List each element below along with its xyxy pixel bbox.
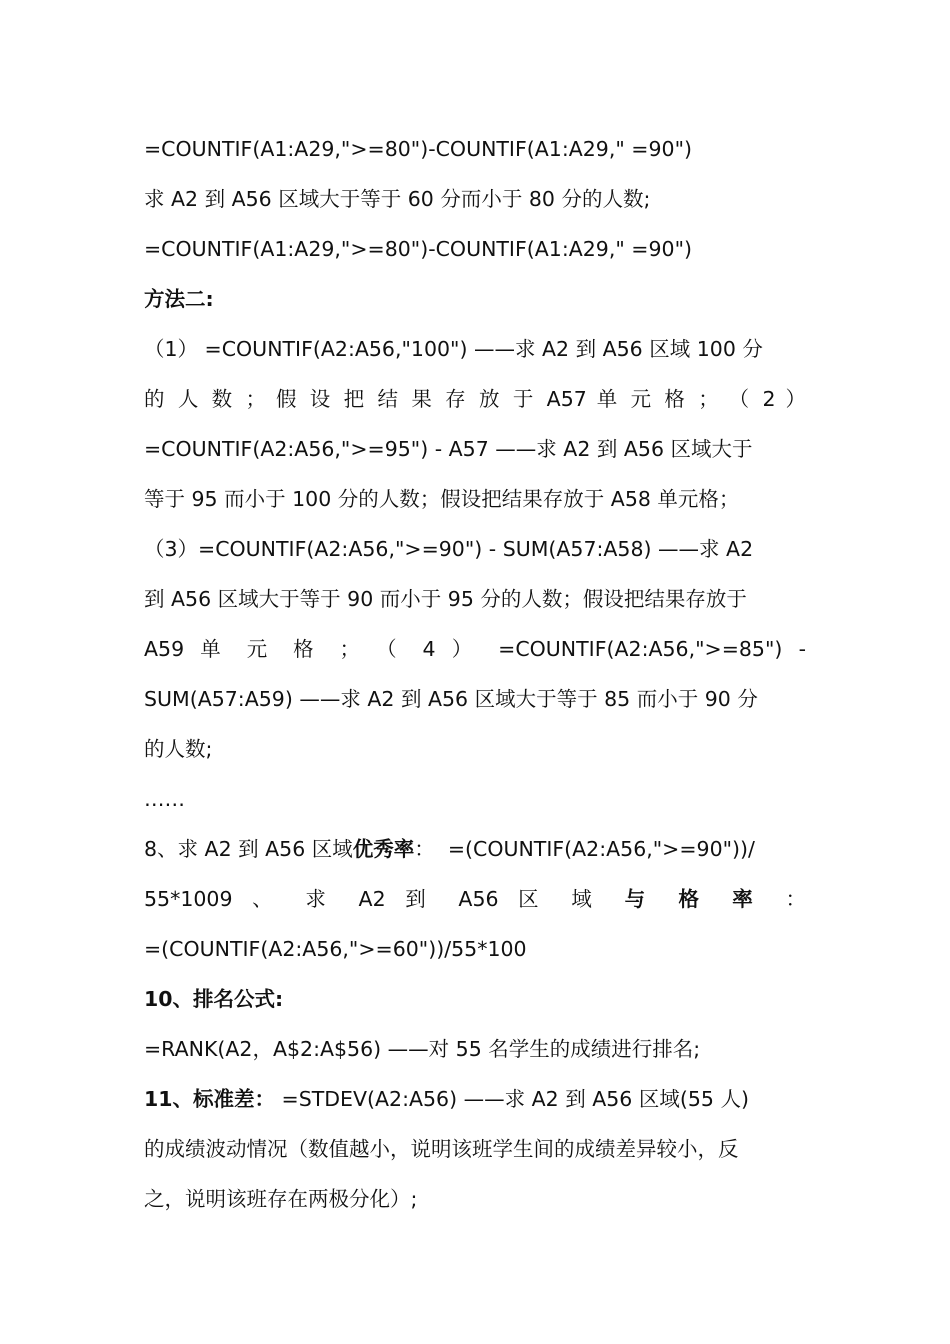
- text-segment: 55*1009 、 求 A2 到 A56 区 域: [144, 887, 605, 911]
- ellipsis-line: ……: [144, 787, 185, 811]
- text-line: 到 A56 区域大于等于 90 而小于 95 分的人数；假设把结果存放于: [144, 587, 747, 611]
- text-line: =COUNTIF(A2:A56,">=95") - A57 ——求 A2 到 A56 区域大于: [144, 437, 753, 461]
- section-heading-method-two: 方法二:: [144, 287, 214, 311]
- formula-segment: ： =(COUNTIF(A2:A56,">=90"))/: [414, 837, 755, 861]
- section-heading-ranking: 10、排名公式:: [144, 987, 284, 1011]
- formula-line: =(COUNTIF(A2:A56,">=60"))/55*100: [144, 937, 527, 961]
- formula-segment: =STDEV(A2:A56) ——求 A2 到 A56 区域(55 人): [275, 1087, 749, 1111]
- term-excellent-rate: 优秀率: [352, 837, 415, 861]
- term-pass-rate: 与 格 率: [624, 887, 766, 911]
- formula-line: =RANK(A2，A$2:A$56) ——对 55 名学生的成绩进行排名;: [144, 1037, 701, 1061]
- text-line: A59 单 元 格 ； （ 4 ） =COUNTIF(A2:A56,">=85") -: [144, 637, 806, 661]
- text-line: 等于 95 而小于 100 分的人数；假设把结果存放于 A58 单元格；: [144, 487, 740, 511]
- text-line: 求 A2 到 A56 区域大于等于 60 分而小于 80 分的人数;: [144, 187, 651, 211]
- section-heading-std-dev: 11、标准差：: [144, 1087, 276, 1111]
- text-line: 之，说明该班存在两极分化）;: [144, 1187, 418, 1211]
- text-line: SUM(A57:A59) ——求 A2 到 A56 区域大于等于 85 而小于 90 分: [144, 687, 758, 711]
- pass-rate-line: [144, 884, 806, 914]
- text-line: 的人数;: [144, 737, 213, 761]
- text-line: 的成绩波动情况（数值越小，说明该班学生间的成绩差异较小，反: [144, 1137, 739, 1161]
- text-segment: 8、求 A2 到 A56 区域: [144, 837, 353, 861]
- formula-line: =COUNTIF(A1:A29,">=80")-COUNTIF(A1:A29," =90"): [144, 237, 692, 261]
- text-line: （1） =COUNTIF(A2:A56,"100") ——求 A2 到 A56 区域 100 分: [144, 337, 763, 361]
- std-dev-line: [144, 1084, 806, 1114]
- text-line: 的 人 数 ； 假 设 把 结 果 存 放 于 A57 单 元 格 ； （ 2 ）: [144, 387, 806, 411]
- text-line: （3）=COUNTIF(A2:A56,">=90") - SUM(A57:A58) ——求 A2: [144, 537, 754, 561]
- formula-line: =COUNTIF(A1:A29,">=80")-COUNTIF(A1:A29," =90"): [144, 137, 692, 161]
- excellent-rate-line: [144, 834, 806, 864]
- colon-segment: ：: [785, 887, 806, 911]
